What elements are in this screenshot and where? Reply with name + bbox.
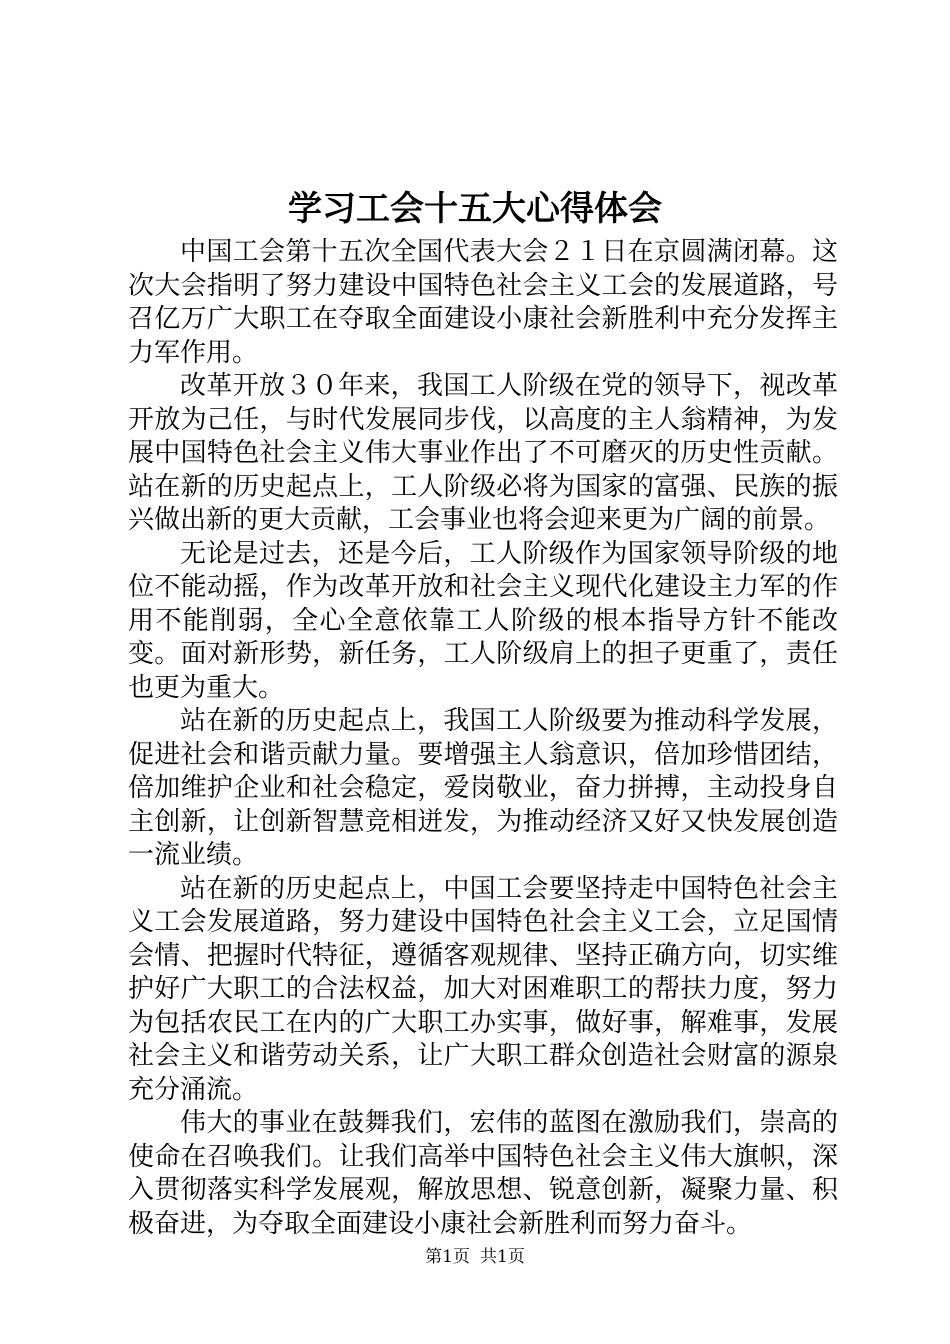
page-total: 共1页: [480, 1247, 525, 1267]
paragraph: 改革开放３０年来，我国工人阶级在党的领导下，视改革开放为己任，与时代发展同步伐，以高度的主人翁精神，为发展中国特色社会主义伟大事业作出了不可磨灭的历史性贡献。站在新的历史起点上，工人阶级必将为国家的富强、民族的振兴做出新的更大贡献，工会事业也将会迎来更为广阔的前景。: [128, 371, 838, 535]
paragraph: 无论是过去，还是今后，工人阶级作为国家领导阶级的地位不能动摇，作为改革开放和社会主义现代化建设主力军的作用不能削弱，全心全意依靠工人阶级的根本指导方针不能改变。面对新形势，新任务，工人阶级肩上的担子更重了，责任也更为重大。: [128, 538, 838, 703]
paragraph: 站在新的历史起点上，我国工人阶级要为推动科学发展，促进社会和谐贡献力量。要增强主人翁意识，倍加珍惜团结，倍加维护企业和社会稳定，爱岗敬业，奋力拼搏，主动投身自主创新，让创新智慧竞相迸发，为推动经济又好又快发展创造一流业绩。: [128, 706, 838, 870]
document-body: [128, 236, 838, 1241]
document-title: 学习工会十五大心得体会: [288, 189, 662, 229]
paragraph: 中国工会第十五次全国代表大会２１日在京圆满闭幕。这次大会指明了努力建设中国特色社会主义工会的发展道路，号召亿万广大职工在夺取全面建设小康社会新胜利中充分发挥主力军作用。: [128, 237, 838, 368]
paragraph: 伟大的事业在鼓舞我们，宏伟的蓝图在激励我们，崇高的使命在召唤我们。让我们高举中国特色社会主义伟大旗帜，深入贯彻落实科学发展观，解放思想、锐意创新，凝聚力量、积极奋进，为夺取全面建设小康社会新胜利而努力奋斗。: [128, 1108, 838, 1239]
page-footer: [0, 1246, 950, 1268]
page-number: 第1页: [425, 1247, 470, 1267]
paragraph: 站在新的历史起点上，中国工会要坚持走中国特色社会主义工会发展道路，努力建设中国特色社会主义工会，立足国情会情、把握时代特征，遵循客观规律、坚持正确方向，切实维护好广大职工的合法权益，加大对困难职工的帮扶力度，努力为包括农民工在内的广大职工办实事，做好事，解难事，发展社会主义和谐劳动关系，让广大职工群众创造社会财富的源泉充分涌流。: [128, 873, 838, 1105]
